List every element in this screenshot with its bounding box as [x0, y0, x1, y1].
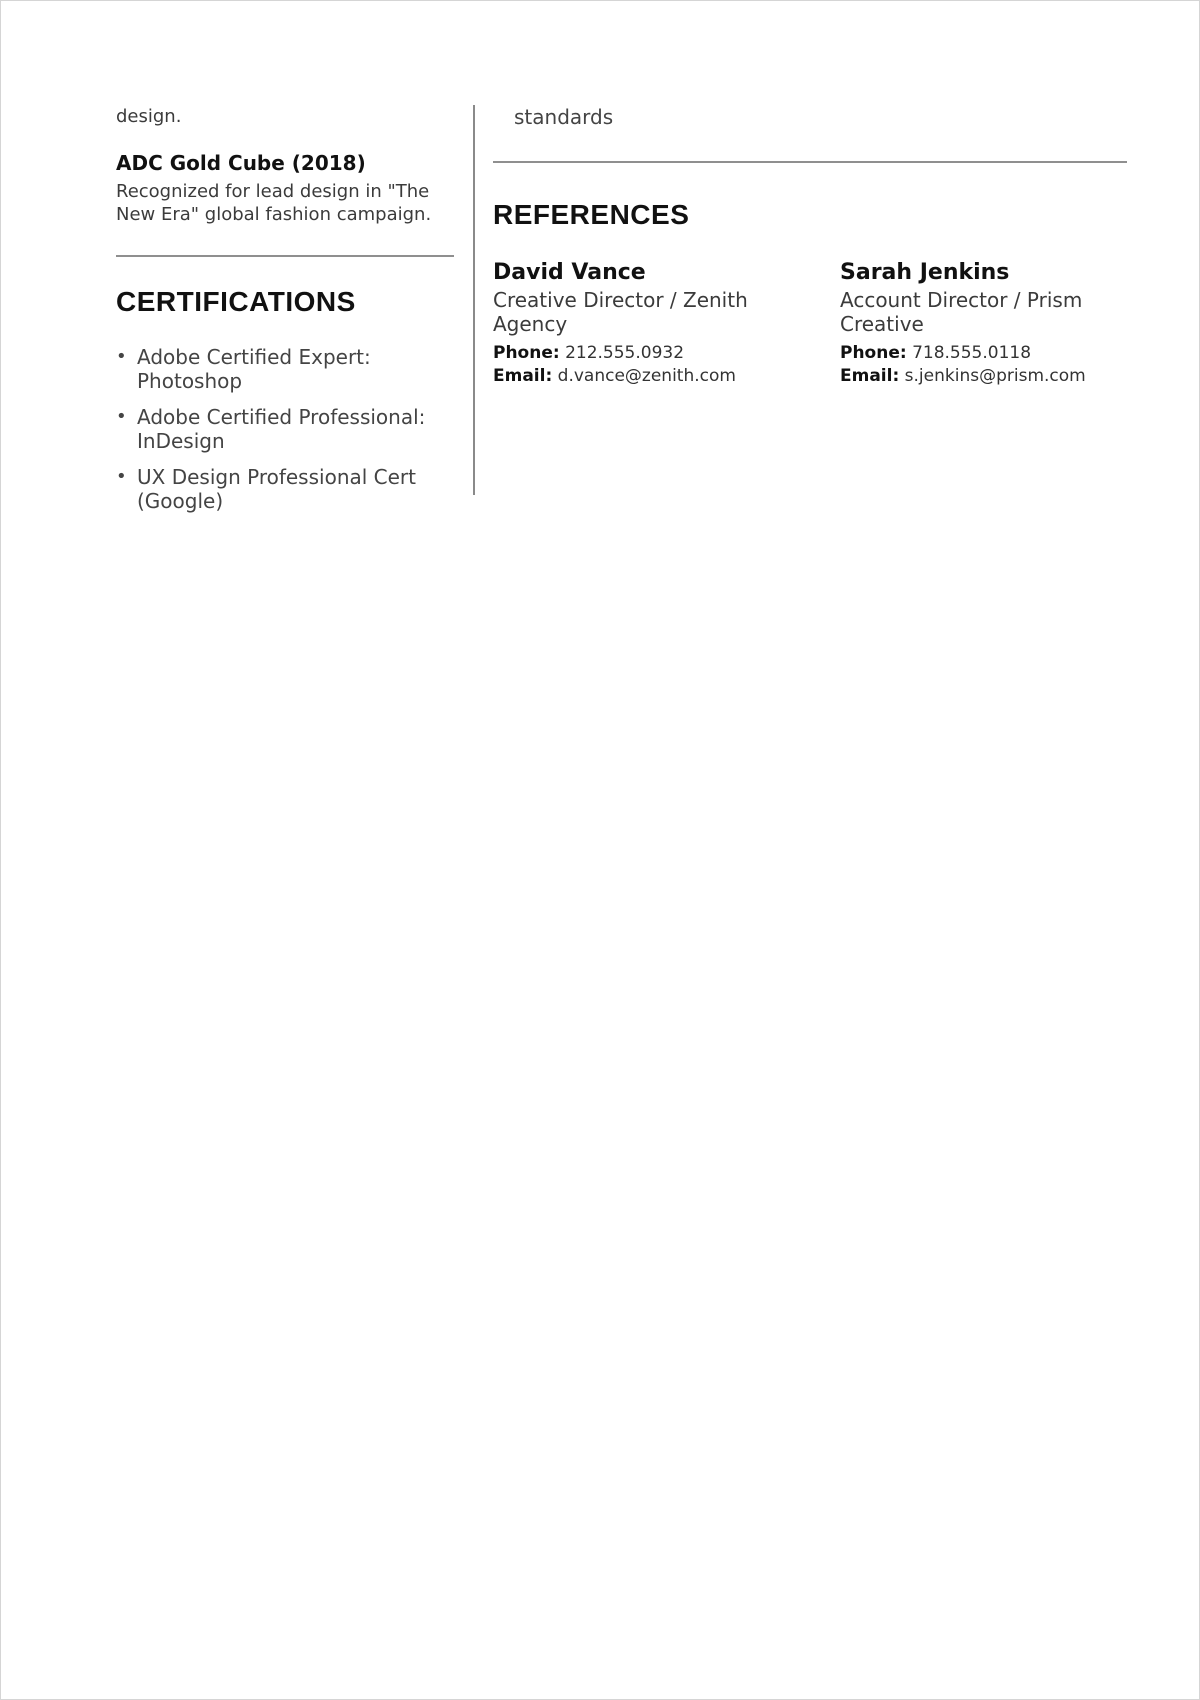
certifications-heading: CERTIFICATIONS [116, 286, 356, 317]
left-column [116, 105, 454, 525]
phone-label: Phone: [493, 343, 560, 363]
references-grid [493, 260, 1127, 388]
reference-phone [840, 342, 1127, 365]
continued-text: standards [514, 105, 614, 129]
bullet-icon: • [116, 346, 127, 367]
right-column [493, 105, 1127, 388]
certification-text: UX Design Professional Cert (Google) [137, 465, 416, 513]
reference-role: Account Director / Prism Creative [840, 288, 1083, 336]
reference-card [840, 260, 1127, 388]
certification-text: Adobe Certified Professional: InDesign [137, 405, 426, 453]
certifications-list [116, 345, 454, 513]
column-divider [473, 105, 475, 495]
reference-phone [493, 342, 840, 365]
phone-label: Phone: [840, 343, 907, 363]
phone-value: 718.555.0118 [912, 343, 1032, 363]
email-value: d.vance@zenith.com [557, 366, 736, 386]
reference-name: David Vance [493, 260, 646, 285]
list-item [116, 465, 454, 513]
bullet-icon: • [116, 466, 127, 487]
email-label: Email: [840, 366, 900, 386]
references-heading: REFERENCES [493, 199, 690, 230]
email-value: s.jenkins@prism.com [904, 366, 1086, 386]
reference-email [840, 365, 1127, 388]
bullet-icon: • [116, 406, 127, 427]
list-item [116, 405, 454, 453]
email-label: Email: [493, 366, 553, 386]
reference-email [493, 365, 840, 388]
list-item [116, 345, 454, 393]
phone-value: 212.555.0932 [565, 343, 685, 363]
continued-text: design. [116, 106, 182, 127]
award-title: ADC Gold Cube (2018) [116, 151, 366, 175]
reference-role: Creative Director / Zenith Agency [493, 288, 748, 336]
section-divider [116, 255, 454, 257]
reference-name: Sarah Jenkins [840, 260, 1010, 285]
section-divider [493, 161, 1127, 163]
certification-text: Adobe Certified Expert: Photoshop [137, 345, 371, 393]
reference-card [493, 260, 840, 388]
award-description: Recognized for lead design in "The New Era" global fashion campaign. [116, 181, 432, 225]
